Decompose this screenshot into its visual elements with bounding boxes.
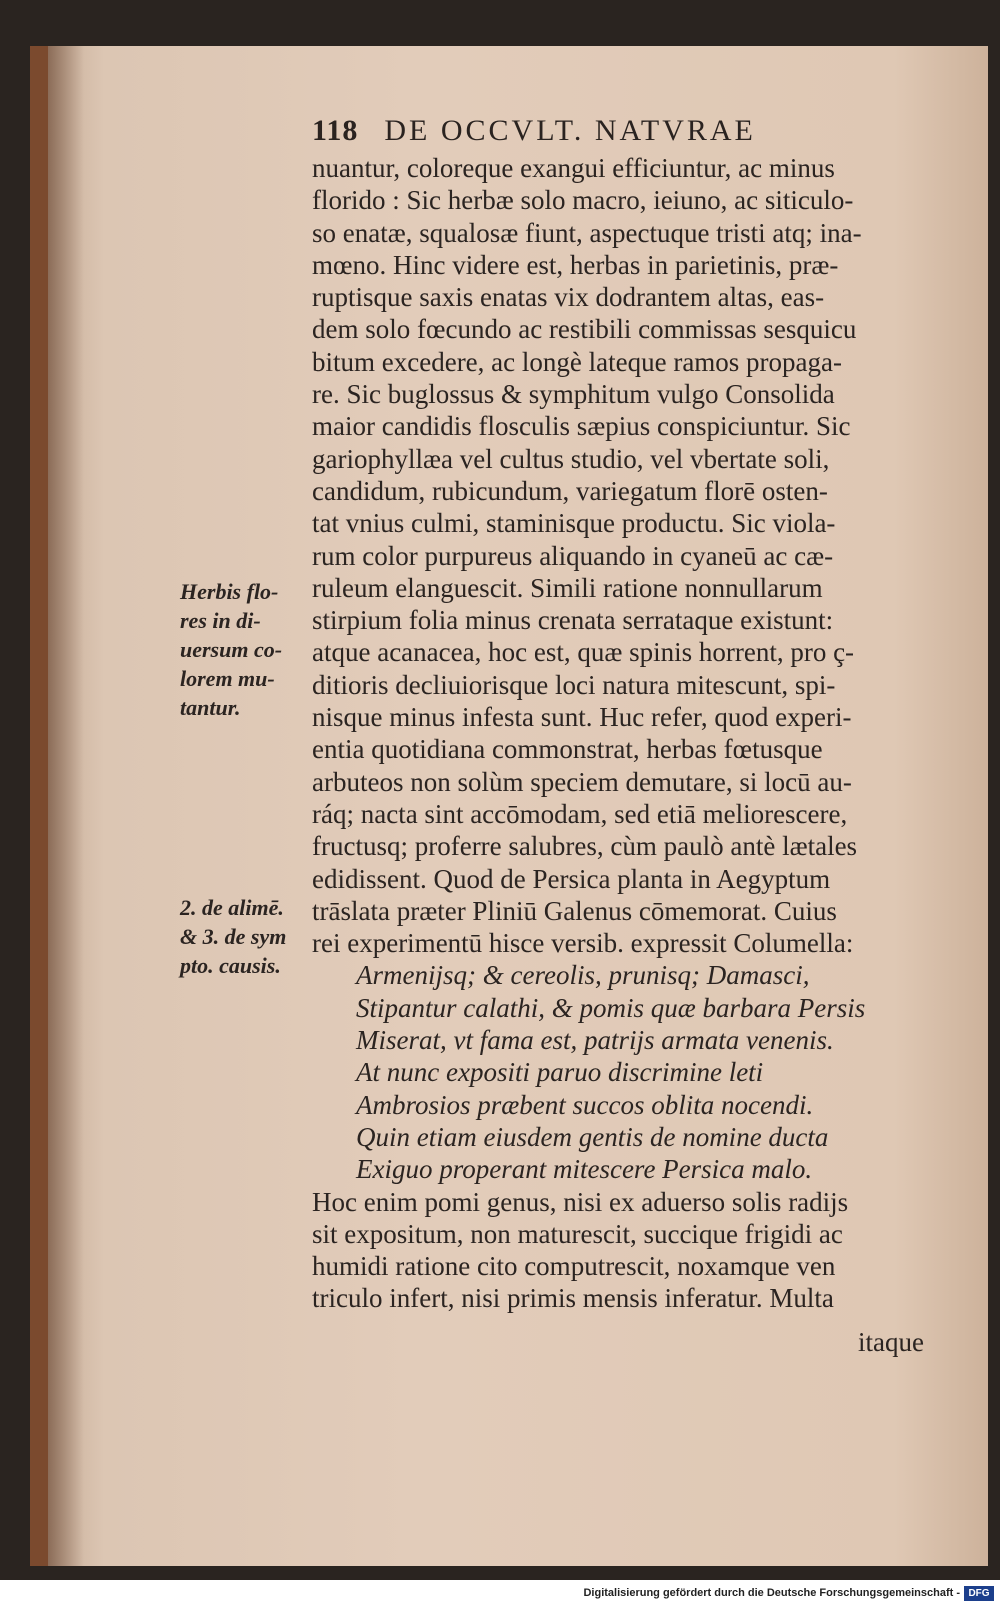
text-line: mœno. Hinc videre est, herbas in parietinis, præ- [312, 249, 839, 280]
text-line: arbuteos non solùm speciem demutare, si locū au- [312, 766, 852, 797]
text-line: rei experimentū hisce versib. expressit Columella: [312, 928, 854, 959]
text-line: bitum excedere, ac longè lateque ramos propaga- [312, 346, 843, 377]
running-title: DE OCCVLT. NATVRAE [384, 114, 756, 147]
running-header [312, 114, 872, 154]
main-text-block [312, 152, 952, 1315]
text-line: edidissent. Quod de Persica planta in Aegyptum [312, 863, 831, 894]
marginal-note-flowers [180, 577, 310, 722]
footer-bar [0, 1582, 1000, 1607]
text-line: re. Sic buglossus & symphitum vulgo Consolida [312, 379, 835, 410]
verse-line: Ambrosios præbent succos oblita nocendi. [356, 1089, 814, 1120]
catchword: itaque [858, 1327, 924, 1357]
marginal-note-reference [180, 893, 310, 980]
marginal-note-line: res in di- [180, 608, 261, 633]
text-line: candidum, rubicundum, variegatum florē osten- [312, 475, 828, 506]
text-line: ruleum elanguescit. Simili ratione nonnullarum [312, 572, 823, 603]
text-line: florido : Sic herbæ solo macro, ieiuno, ac siticulo- [312, 185, 854, 216]
text-line: ráq; nacta sint accōmodam, sed etiā meliorescere, [312, 798, 848, 829]
marginal-note-line: pto. causis. [180, 953, 281, 978]
verse-line: Quin etiam eiusdem gentis de nomine ducta [356, 1121, 829, 1152]
marginal-note-line: 2. de alimē. [180, 895, 284, 920]
text-line: fructusq; proferre salubres, cùm paulò antè lætales [312, 831, 858, 862]
spine-shadow [48, 46, 84, 1566]
verse-line: Stipantur calathi, & pomis quæ barbara Persis [356, 992, 866, 1023]
marginal-note-line: lorem mu- [180, 666, 275, 691]
text-line: rum color purpureus aliquando in cyaneū ac cæ- [312, 540, 834, 571]
text-line: entia quotidiana commonstrat, herbas fœtusque [312, 734, 823, 765]
verse-line: Exiguo properant mitescere Persica malo. [356, 1154, 813, 1185]
verse-line: Miserat, vt fama est, patrijs armata venenis. [356, 1025, 834, 1056]
text-line: ditioris decliuiorisque loci natura mitescunt, spi- [312, 669, 836, 700]
marginal-note-line: Herbis flo- [180, 579, 279, 604]
marginal-note-line: uersum co- [180, 637, 283, 662]
verse-line: Armenijsq; & cereolis, prunisq; Damasci, [356, 960, 810, 991]
text-line: stirpium folia minus crenata serrataque existunt: [312, 605, 834, 636]
text-line: dem solo fœcundo ac restibili commissas sesquicu [312, 314, 857, 345]
text-line: maior candidis flosculis sæpius conspiciuntur. Sic [312, 411, 851, 442]
text-line: nisque minus infesta sunt. Huc refer, quod experi- [312, 702, 852, 733]
page-number: 118 [312, 114, 359, 147]
verse-line: At nunc expositi paruo discrimine leti [356, 1057, 764, 1088]
text-line: gariophyllæa vel cultus studio, vel vbertate soli, [312, 443, 830, 474]
text-line: trāslata præter Pliniū Galenus cōmemorat. Cuius [312, 895, 837, 926]
text-line: triculo infert, nisi primis mensis inferatur. Multa [312, 1283, 834, 1314]
text-line: Hoc enim pomi genus, nisi ex aduerso solis radijs [312, 1186, 849, 1217]
dfg-logo-icon: DFG [964, 1586, 994, 1601]
text-line: ruptisque saxis enatas vix dodrantem altas, eas- [312, 282, 825, 313]
text-line: so enatæ, squalosæ fiunt, aspectuque tristi atq; ina- [312, 217, 862, 248]
marginal-note-line: & 3. de sym [180, 924, 287, 949]
text-line: nuantur, coloreque exangui efficiuntur, ac minus [312, 153, 835, 183]
text-line: tat vnius culmi, staminisque productu. Sic viola- [312, 508, 836, 539]
funding-credit: Digitalisierung gefördert durch die Deutsche Forschungsgemeinschaft - [583, 1587, 960, 1599]
marginal-note-line: tantur. [180, 695, 241, 720]
text-line: atque acanacea, hoc est, quæ spinis horrent, pro ç- [312, 637, 855, 668]
text-line: humidi ratione cito computrescit, noxamque ven [312, 1251, 836, 1282]
text-line: sit expositum, non maturescit, succique frigidi ac [312, 1218, 843, 1249]
